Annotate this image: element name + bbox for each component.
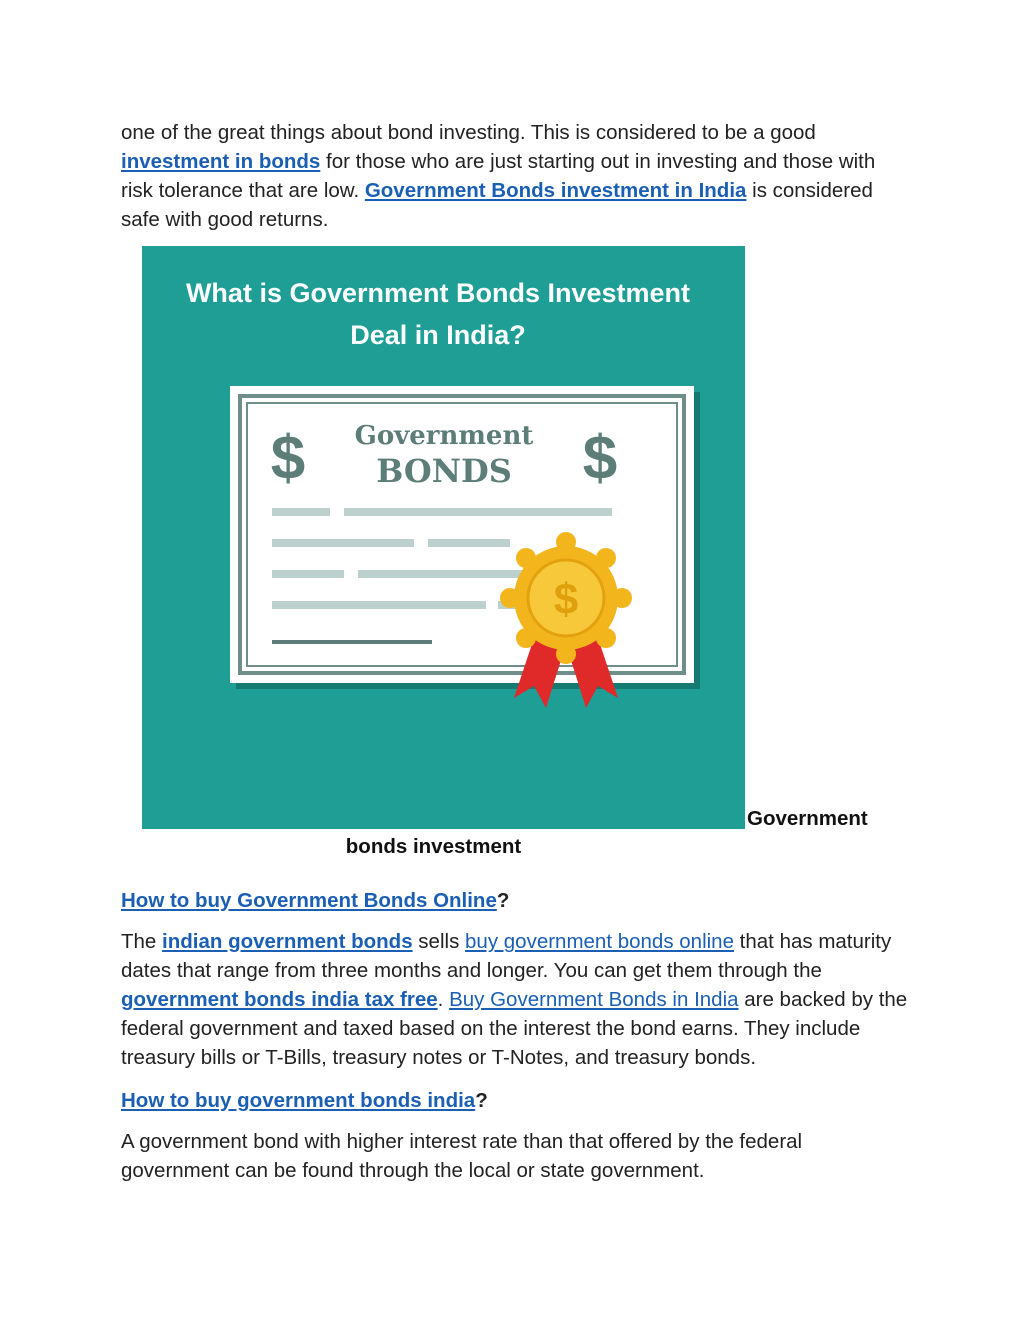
government-bonds-illustration [142,246,745,829]
closing-paragraph: A government bond with higher interest rate than that offered by the federal government can be found through the local or state government. [121,1130,803,1182]
intro-paragraph: one of the great things about bond investing. This is considered to be a good investment in bonds for those who are just starting out in investing and those with risk tolerance that are low. Government Bonds investment in India is considered safe with good returns. [121,121,876,231]
certificate-title-line2: BONDS [376,452,512,490]
indian-government-bonds-link[interactable]: indian government bonds [162,930,413,953]
figure-block [121,240,911,872]
body-paragraph: The indian government bonds sells buy government bonds online that has maturity dates that range from three months and longer. You can get them through the government bonds india tax free. Buy Government Bonds in India are backed by the federal government and taxed based on the interest the bond earns. They include treasury bills or T-Bills, treasury notes or T-Notes, and treasury bonds. [121,930,908,1069]
how-to-buy-india-link[interactable]: How to buy government bonds india [121,1089,476,1112]
illustration-title-line1: What is Government Bonds Investment [185,278,691,308]
government-bonds-investment-link[interactable]: Government Bonds investment in India [364,179,747,202]
how-to-buy-online-link[interactable]: How to buy Government Bonds Online [121,889,497,912]
investment-in-bonds-link[interactable]: investment in bonds [121,150,321,173]
certificate-title-line1: Government [354,421,534,451]
illustration-title-line2: Deal in India? [350,320,526,350]
buy-government-bonds-india-link[interactable]: Buy Government Bonds in India [449,988,739,1011]
document-page [121,118,911,1185]
figure-caption-line1: Government [747,807,868,830]
section-heading-india: How to buy government bonds india? [121,1089,488,1112]
section-heading-online: How to buy Government Bonds Online? [121,889,510,912]
figure-caption-line2: bonds investment [345,835,522,858]
dollar-icon: $ [270,424,306,493]
government-bonds-tax-free-link[interactable]: government bonds india tax free [121,988,438,1011]
seal-icon [500,532,632,664]
svg-text:$: $ [553,575,579,624]
buy-government-bonds-online-link[interactable]: buy government bonds online [465,930,734,953]
dollar-icon: $ [582,424,618,493]
